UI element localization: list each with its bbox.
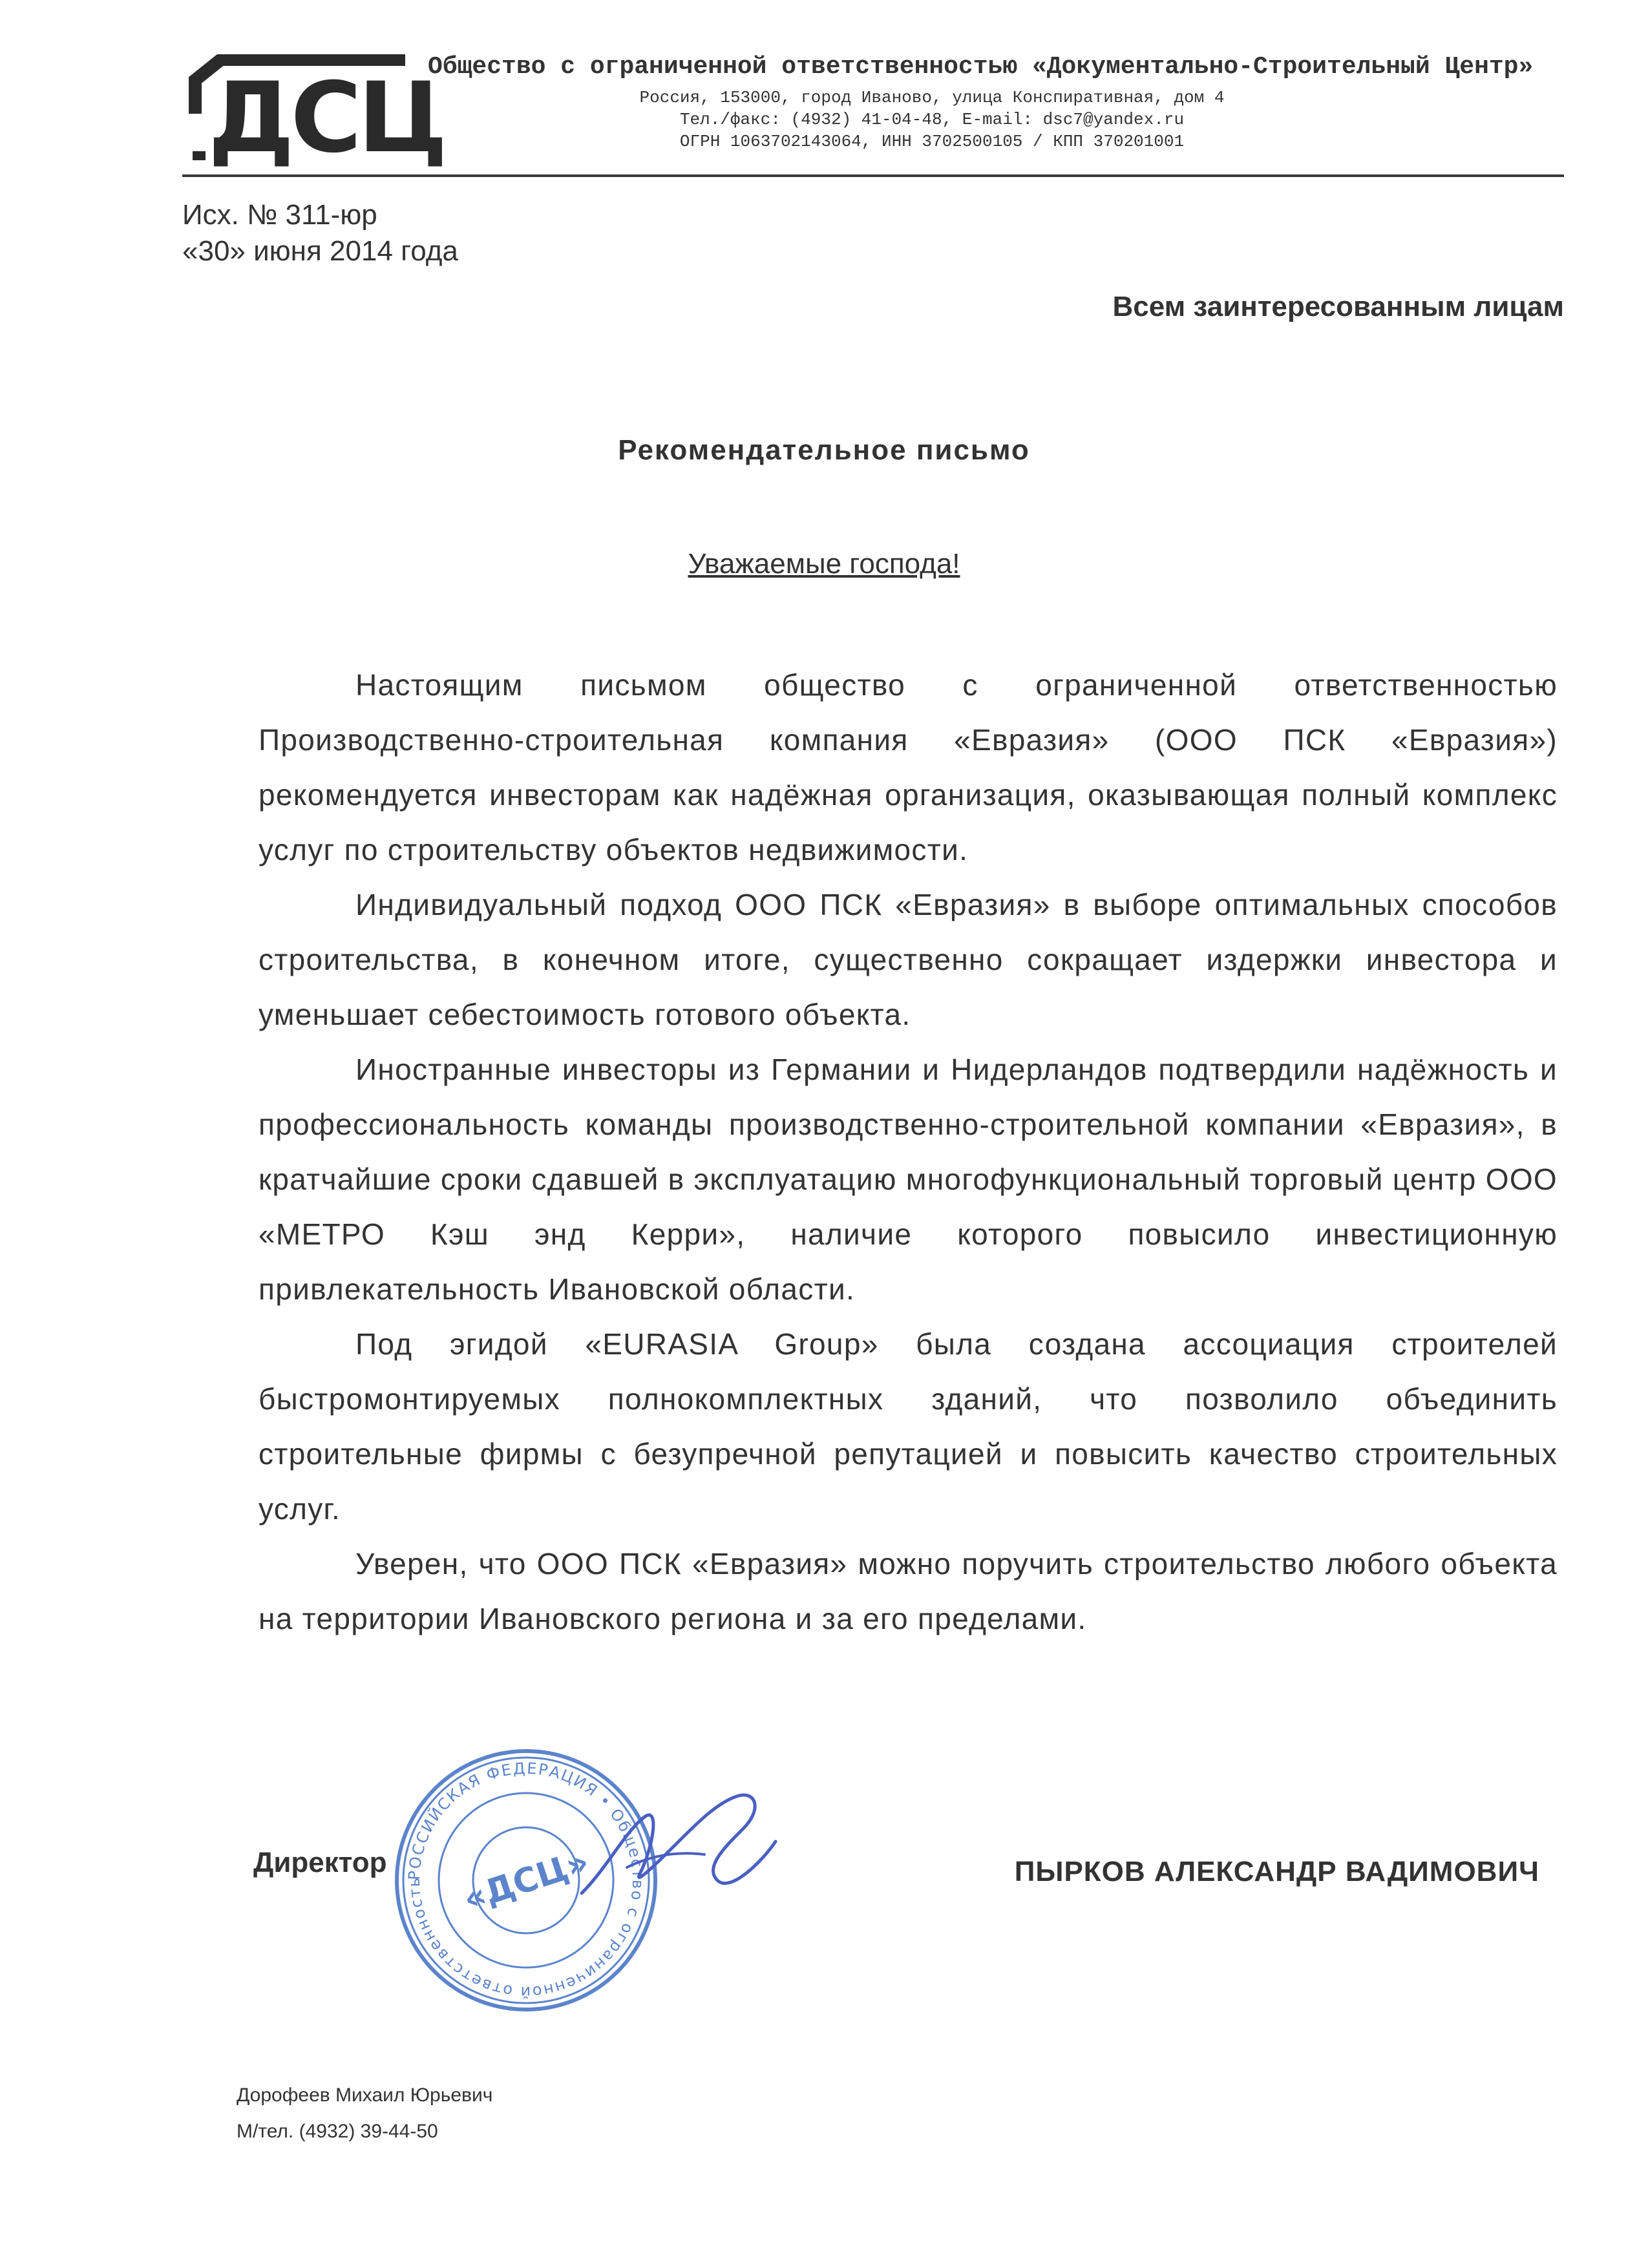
executor-name: Дорофеев Михаил Юрьевич: [237, 2084, 493, 2106]
body-paragraph: Индивидуальный подход ООО ПСК «Евразия» в выборе оптимальных способов строительства, в конечном итоге, существенно сокращает издержки инвестора и уменьшает себестоимость готового объекта.: [259, 888, 1558, 1031]
org-contacts: Тел./факс: (4932) 41-04-48, E-mail: dsc7@yandex.ru: [679, 110, 1185, 129]
stamp-ring-text: РОССИЙСКАЯ ФЕДЕРАЦИЯ • Общество с ограниченной ответственность: [405, 1759, 648, 2002]
salutation: Уважаемые господа!: [688, 548, 960, 580]
stamp-center-text: «ДСЦ»: [458, 1842, 594, 1920]
company-logo: [182, 54, 444, 174]
org-name: Общество с ограниченной ответственностью «Документально-Строительный Центр»: [428, 53, 1534, 81]
signer-position: Директор: [253, 1847, 387, 1878]
signature-icon: [569, 1790, 788, 1919]
letter-title: Рекомендательное письмо: [618, 434, 1030, 466]
body-paragraph: Иностранные инвесторы из Германии и Нидерландов подтвердили надёжность и профессиональность команды производственно-строительной компании «Евразия», в кратчайшие сроки сдавшей в эксплуатацию многофункциональный торговый центр ООО «МЕТРО Кэш энд Керри», наличие которого повысило инвестиционную привлекательность Ивановской области.: [259, 1053, 1558, 1306]
body-paragraph: Под эгидой «EURASIA Group» была создана ассоциация строителей быстромонтируемых полнокомплектных зданий, что позволило объединить строительные фирмы с безупречной репутацией и повысить качество строительных услуг.: [259, 1327, 1558, 1526]
letter-body: [259, 658, 1558, 1646]
executor-phone: М/тел. (4932) 39-44-50: [237, 2121, 438, 2142]
letterhead-divider: [182, 174, 1564, 177]
letter-date: «30» июня 2014 года: [182, 235, 458, 267]
addressee: Всем заинтересованным лицам: [1112, 291, 1564, 322]
org-address: Россия, 153000, город Иваново, улица Конспиративная, дом 4: [639, 88, 1225, 107]
handwritten-signature: [569, 1790, 788, 1919]
body-paragraph: Уверен, что ООО ПСК «Евразия» можно поручить строительство любого объекта на территории Ивановского региона и за его пределами.: [259, 1547, 1558, 1635]
body-paragraph: Настоящим письмом общество с ограниченной ответственностью Производственно-строительная компания «Евразия» (ООО ПСК «Евразия») рекомендуется инвесторам как надёжная организация, оказывающая полный комплекс услуг по строительству объектов недвижимости.: [259, 668, 1558, 866]
signer-name: ПЫРКОВ АЛЕКСАНДР ВАДИМОВИЧ: [1014, 1856, 1539, 1887]
outgoing-number: Исх. № 311-юр: [182, 199, 377, 231]
org-registration: ОГРН 1063702143064, ИНН 3702500105 / КПП 370201001: [679, 132, 1185, 151]
logo-text: ДСЦ: [208, 62, 444, 174]
